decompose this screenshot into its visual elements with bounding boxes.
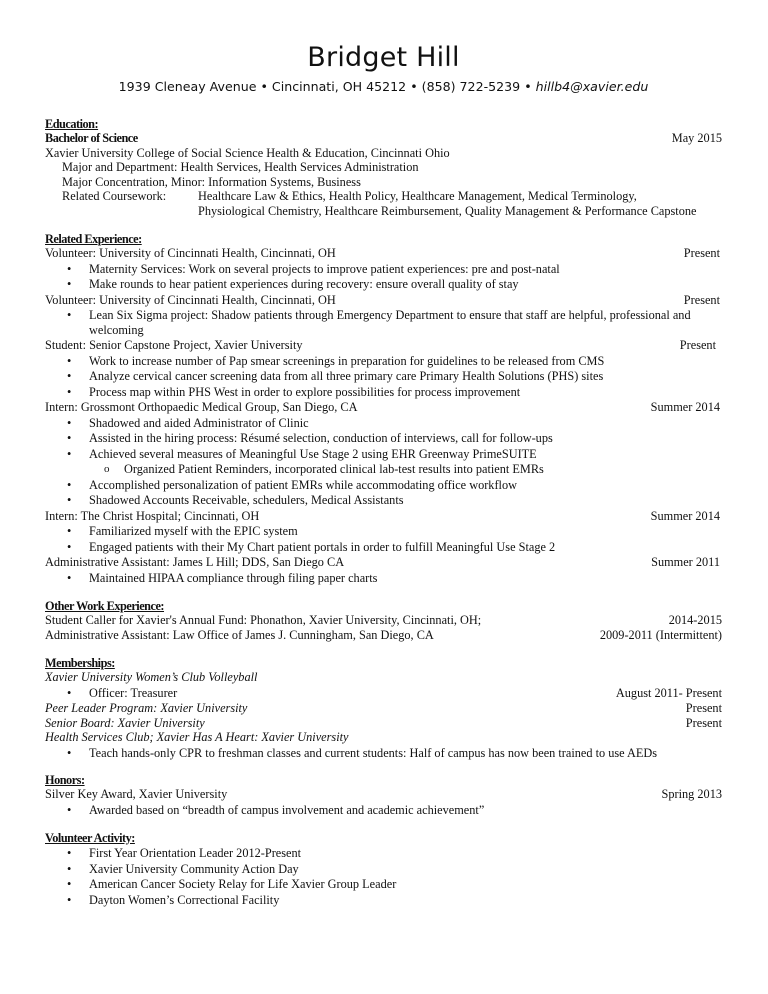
experience-role: Administrative Assistant: James L Hill; DDS, San Diego CA [45, 555, 345, 569]
list-item: • Dayton Women’s Correctional Facility [45, 893, 722, 908]
coursework-line: Physiological Chemistry, Healthcare Reimbursement, Quality Management & Performance Capstone [198, 203, 697, 218]
experience-bullets [45, 262, 722, 292]
coursework-line: Healthcare Law & Ethics, Health Policy, Healthcare Management, Medical Terminology, [198, 189, 637, 203]
honor-bullets [45, 803, 722, 818]
school: Xavier University College of Social Science Health & Education, Cincinnati Ohio [45, 145, 450, 160]
experience-bullets [45, 571, 722, 586]
list-item: • Make rounds to hear patient experiences during recovery: ensure overall quality of stay [45, 277, 722, 292]
experience-role: Intern: The Christ Hospital; Cincinnati, OH [45, 508, 260, 523]
membership-club: Xavier University Women’s Club Volleyball [45, 670, 258, 684]
work-date: 2009-2011 (Intermittent) [599, 627, 722, 642]
honors-heading: Honors: [45, 773, 85, 787]
experience-bullets [45, 524, 722, 554]
related-experience-heading: Related Experience: [45, 232, 142, 246]
experience-date: Present [679, 338, 716, 352]
experience-bullets [45, 354, 722, 400]
list-item: • Assisted in the hiring process: Résumé selection, conduction of interviews, call for follow-ups [45, 431, 722, 446]
membership-row [45, 716, 722, 731]
list-item: • Xavier University Community Action Day [45, 862, 722, 877]
work-date: 2014-2015 [668, 613, 722, 627]
experience-date: Present [683, 246, 720, 260]
membership-date: Present [685, 715, 722, 730]
city: Cincinnati, OH 45212 [271, 79, 407, 94]
list-item: • First Year Orientation Leader 2012-Present [45, 846, 722, 861]
experience-date: Present [683, 292, 720, 307]
experience-role: Volunteer: University of Cincinnati Health, Cincinnati, OH [45, 292, 336, 307]
list-item: • Shadowed Accounts Receivable, schedulers, Medical Assistants [45, 493, 722, 508]
volunteer-bullets [45, 846, 722, 907]
minor: Major Concentration, Minor: Information Systems, Business [62, 174, 361, 189]
experience-date: Summer 2011 [651, 555, 720, 569]
list-item: • American Cancer Society Relay for Life Xavier Group Leader [45, 877, 722, 892]
list-item: • Engaged patients with their My Chart patient portals in order to fulfill Meaningful Use Stage 2 [45, 540, 722, 555]
list-item: • Familiarized myself with the EPIC system [45, 524, 722, 539]
major: Major and Department: Health Services, Health Services Administration [62, 160, 419, 174]
degree: Bachelor of Science [45, 131, 138, 145]
experience-bullets [45, 308, 722, 337]
work-row [45, 613, 722, 628]
experience-row [45, 400, 722, 415]
officer-role: • Officer: Treasurer [89, 685, 178, 700]
degree-row [45, 131, 722, 146]
volunteer-heading: Volunteer Activity: [45, 831, 135, 845]
membership-date: Present [685, 701, 722, 715]
list-item: • Lean Six Sigma project: Shadow patients through Emergency Department to ensure that staff are helpful, professional and welcoming [45, 308, 722, 337]
experience-row [45, 338, 722, 353]
membership-name: Peer Leader Program: Xavier University [45, 701, 248, 715]
experience-row [45, 246, 722, 261]
memberships-heading: Memberships: [45, 656, 115, 670]
candidate-name: Bridget Hill [307, 42, 460, 73]
list-item: • Shadowed and aided Administrator of Clinic [45, 416, 722, 431]
membership-name: Health Services Club; Xavier Has A Heart: Xavier University [45, 730, 349, 744]
membership-bullets [45, 686, 722, 701]
list-item: • Achieved several measures of Meaningful Use Stage 2 using EHR Greenway PrimeSUITE [45, 447, 722, 462]
work-role: Student Caller for Xavier's Annual Fund: Phonathon, Xavier University, Cincinnati, OH; [45, 613, 482, 627]
separator: • [410, 79, 418, 94]
sub-list-item: o Organized Patient Reminders, incorporated clinical lab-test results into patient EMRs [45, 462, 722, 477]
coursework [45, 189, 722, 218]
list-item: • Process map within PHS West in order to explore possibilities for process improvement [45, 385, 722, 400]
separator: • [260, 79, 268, 94]
work-row [45, 628, 722, 643]
list-item: • Teach hands-only CPR to freshman classes and current students: Half of campus has now been trained to use AEDs [45, 746, 722, 761]
resume-page [45, 42, 722, 908]
degree-date: May 2015 [671, 131, 722, 145]
experience-bullets [45, 416, 722, 508]
list-item: • Analyze cervical cancer screening data from all three primary care Primary Health Solutions (PHS) sites [45, 369, 722, 384]
experience-row [45, 509, 722, 524]
experience-row [45, 555, 722, 570]
list-item: • Maintained HIPAA compliance through filing paper charts [45, 571, 722, 586]
coursework-label: Related Coursework: [62, 189, 167, 203]
membership-bullets [45, 746, 722, 761]
officer-date: August 2011- Present [615, 685, 722, 700]
separator: • [524, 79, 532, 94]
work-role: Administrative Assistant: Law Office of James J. Cunningham, San Diego, CA [45, 627, 434, 642]
membership-row [45, 701, 722, 716]
membership-name: Senior Board: Xavier University [45, 715, 205, 730]
honor-date: Spring 2013 [661, 787, 722, 801]
list-item: • Maternity Services: Work on several projects to improve patient experiences: pre and post-natal [45, 262, 722, 277]
experience-role: Student: Senior Capstone Project, Xavier University [45, 338, 303, 352]
experience-date: Summer 2014 [650, 508, 720, 523]
experience-date: Summer 2014 [650, 400, 720, 414]
address: 1939 Cleneay Avenue [118, 79, 257, 94]
honor-name: Silver Key Award, Xavier University [45, 787, 228, 801]
experience-role: Volunteer: University of Cincinnati Health, Cincinnati, OH [45, 246, 336, 260]
list-item [45, 686, 722, 701]
list-item: • Work to increase number of Pap smear screenings in preparation for guidelines to be released from CMS [45, 354, 722, 369]
email-link[interactable]: hillb4@xavier.edu [535, 79, 649, 94]
other-work-heading: Other Work Experience: [45, 599, 165, 613]
contact-line [45, 79, 722, 95]
list-item: • Awarded based on “breadth of campus involvement and academic achievement” [45, 803, 722, 818]
experience-row [45, 293, 722, 308]
experience-role: Intern: Grossmont Orthopaedic Medical Group, San Diego, CA [45, 400, 358, 414]
education-heading: Education: [45, 117, 99, 131]
list-item: • Accomplished personalization of patient EMRs while accommodating office workflow [45, 478, 722, 493]
phone: (858) 722-5239 [421, 79, 521, 94]
honor-row [45, 787, 722, 802]
